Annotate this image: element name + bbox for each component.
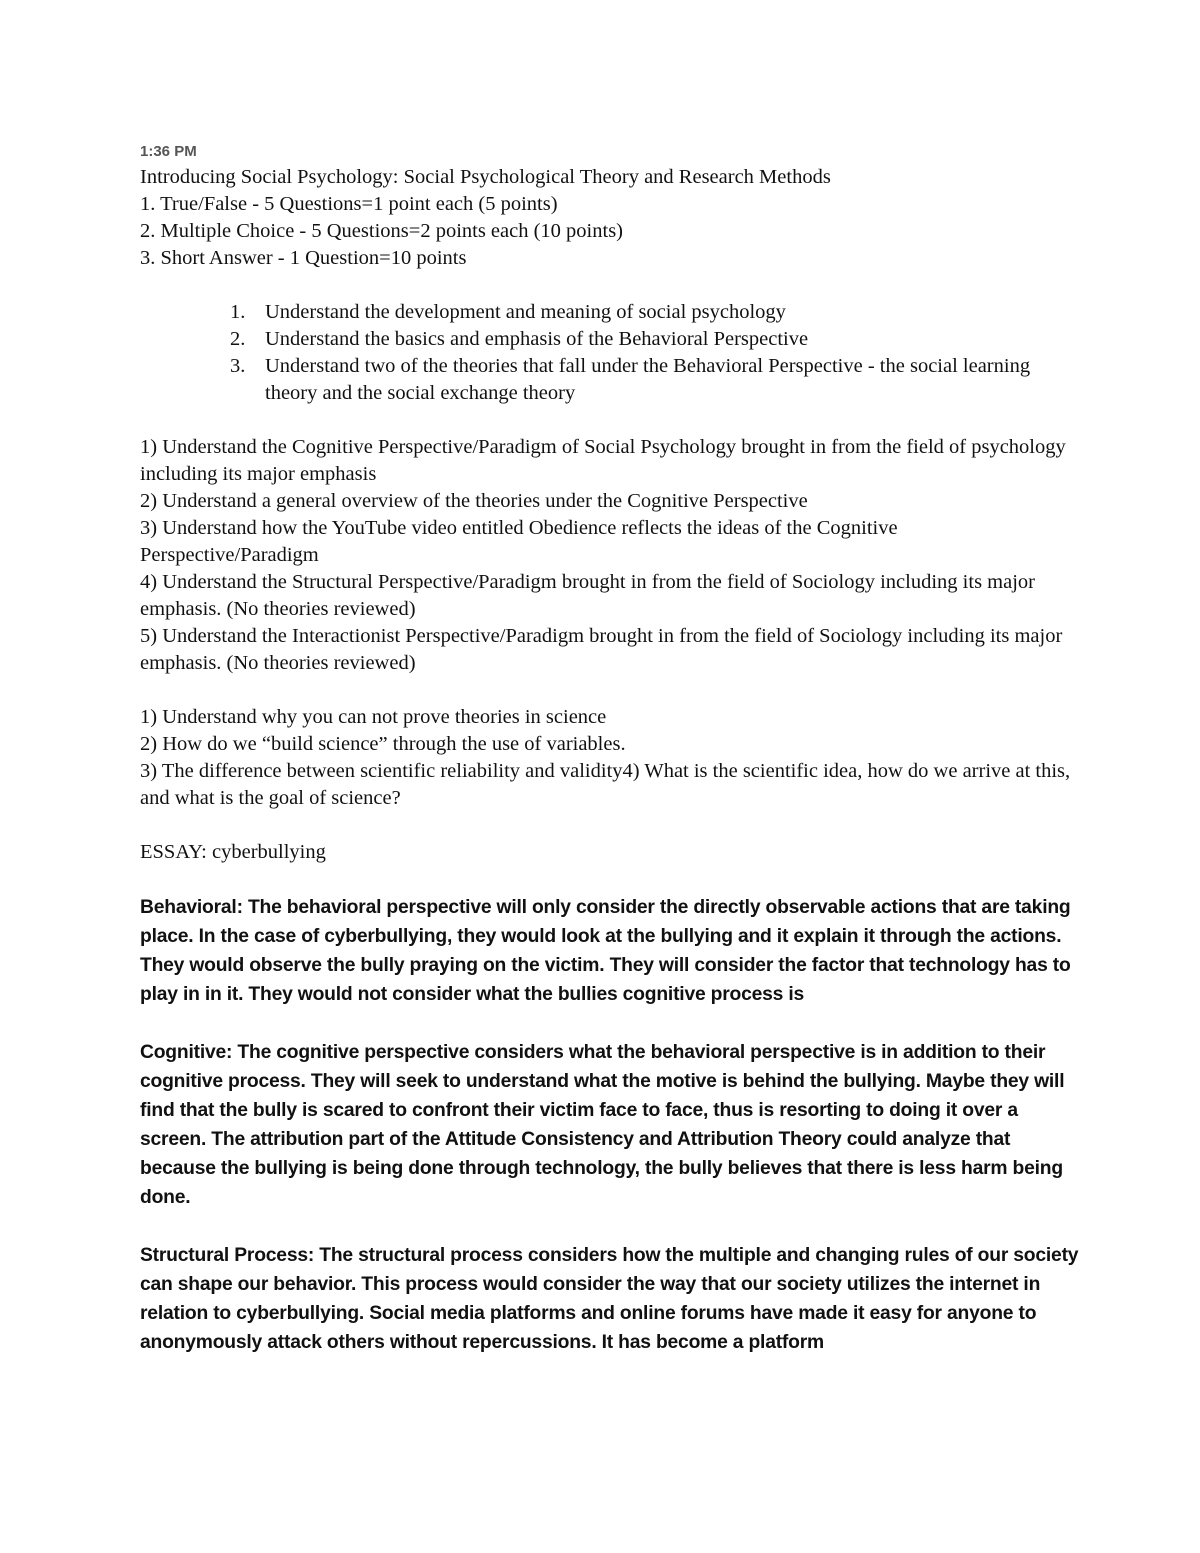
objective-number: 1. xyxy=(230,301,246,323)
perspective-item: 2) Understand a general overview of the theories under the Cognitive Perspective xyxy=(140,490,808,512)
grading-item: 3. Short Answer - 1 Question=10 points xyxy=(140,247,467,269)
timestamp: 1:36 PM xyxy=(140,143,197,160)
perspective-item: 4) Understand the Structural Perspective/Paradigm brought in from the field of Sociology including its major emphasis. (No theories reviewed) xyxy=(140,571,1035,620)
grading-item: 1. True/False - 5 Questions=1 point each (5 points) xyxy=(140,193,558,215)
science-list xyxy=(140,704,1080,812)
grading-list xyxy=(140,191,1080,272)
objective-item xyxy=(140,353,1080,407)
perspectives-list xyxy=(140,434,1080,677)
objective-number: 2. xyxy=(230,328,246,350)
science-item: 3) The difference between scientific reliability and validity4) What is the scientific idea, how do we arrive at this, and what is the goal of science? xyxy=(140,760,1071,809)
perspective-item: 3) Understand how the YouTube video entitled Obedience reflects the ideas of the Cognitive Perspective/Paradigm xyxy=(140,517,898,566)
objective-item xyxy=(140,299,1080,326)
document-page xyxy=(140,140,1080,1357)
essay-behavioral-paragraph: Behavioral: The behavioral perspective will only consider the directly observable actions that are taking place. In the case of cyberbullying, they would look at the bullying and it explain it through the actions. They would observe the bully praying on the victim. They will consider the factor that technology has to play in in it. They would not consider what the bullies cognitive process is xyxy=(140,897,1071,1005)
essay-cognitive-paragraph: Cognitive: The cognitive perspective considers what the behavioral perspective is in addition to their cognitive process. They will seek to understand what the motive is behind the bullying. Maybe they will find that the bully is scared to confront their victim face to face, thus is resorting to doing it over a screen. The attribution part of the Attitude Consistency and Attribution Theory could analyze that because the bullying is being done through technology, the bully believes that there is less harm being done. xyxy=(140,1042,1065,1208)
objective-text: Understand the basics and emphasis of the Behavioral Perspective xyxy=(265,328,809,350)
objectives-list xyxy=(140,299,1080,407)
objective-text: Understand the development and meaning of social psychology xyxy=(265,301,786,323)
essay-structural-paragraph: Structural Process: The structural process considers how the multiple and changing rules of our society can shape our behavior. This process would consider the way that our society utilizes the internet in relation to cyberbullying. Social media platforms and online forums have made it easy for anyone to anonymously attack others without repercussions. It has become a platform xyxy=(140,1245,1079,1353)
perspective-item: 5) Understand the Interactionist Perspective/Paradigm brought in from the field of Sociology including its major emphasis. (No theories reviewed) xyxy=(140,625,1063,674)
objective-item xyxy=(140,326,1080,353)
document-title: Introducing Social Psychology: Social Psychological Theory and Research Methods xyxy=(140,166,831,188)
science-item: 2) How do we “build science” through the use of variables. xyxy=(140,733,626,755)
objective-number: 3. xyxy=(230,355,246,377)
objective-text: Understand two of the theories that fall under the Behavioral Perspective - the social learning theory and the social exchange theory xyxy=(265,355,1031,404)
perspective-item: 1) Understand the Cognitive Perspective/Paradigm of Social Psychology brought in from the field of psychology including its major emphasis xyxy=(140,436,1066,485)
essay-title: ESSAY: cyberbullying xyxy=(140,841,326,863)
grading-item: 2. Multiple Choice - 5 Questions=2 points each (10 points) xyxy=(140,220,624,242)
science-item: 1) Understand why you can not prove theories in science xyxy=(140,706,607,728)
